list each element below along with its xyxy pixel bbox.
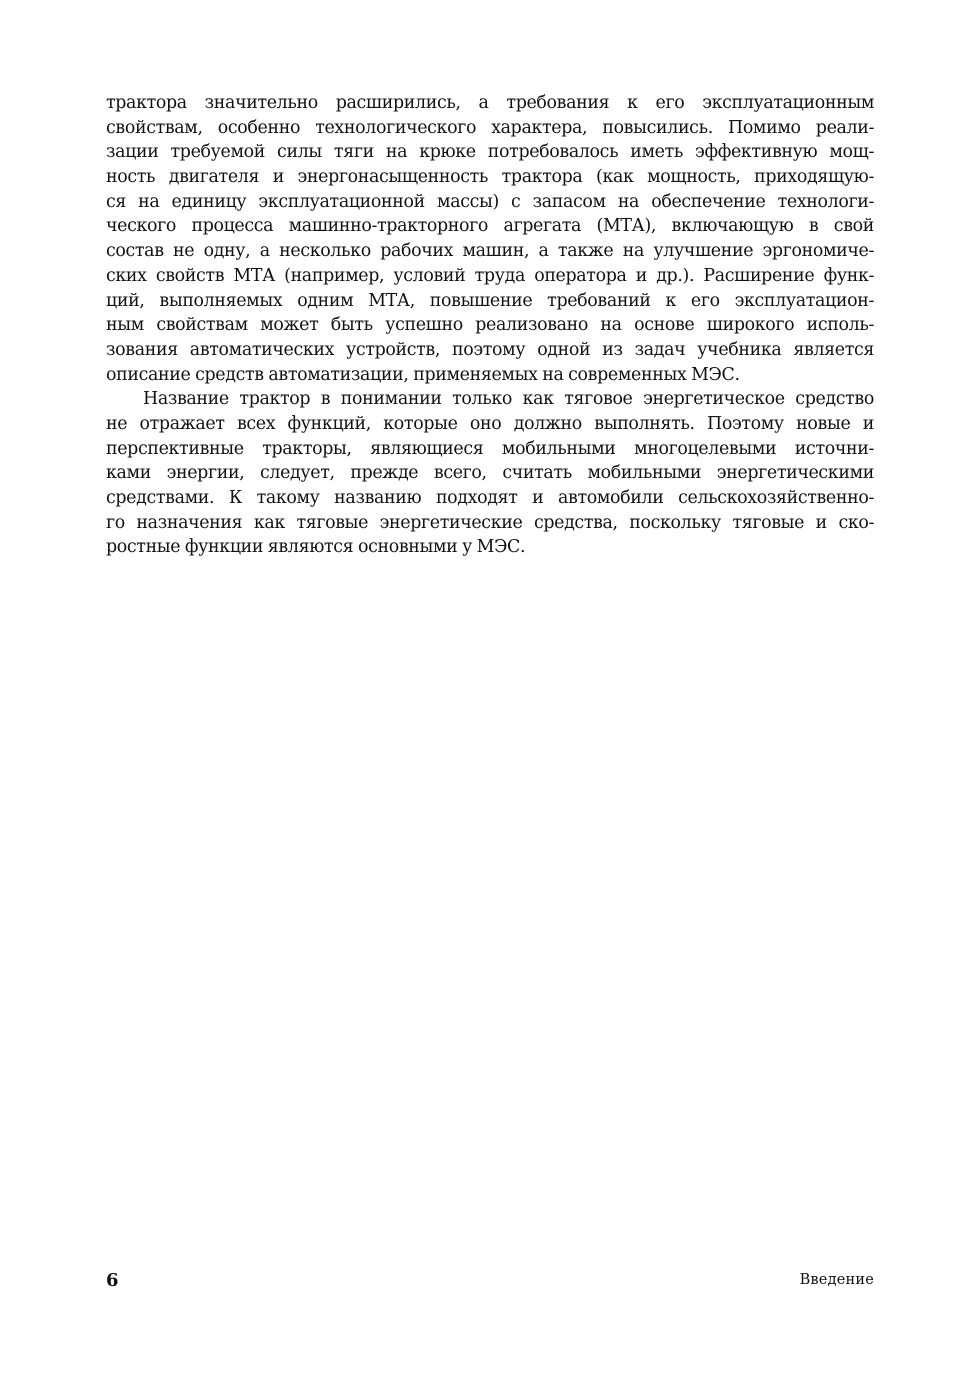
paragraph-line: зования автоматических устройств, поэтому одной из задач учебника является (106, 339, 874, 360)
paragraph-line: ческого процесса машинно-тракторного агрегата (МТА), включающую в свой (106, 216, 874, 237)
paragraph-line: свойствам, особенно технологического характера, повысились. Помимо реали- (106, 117, 874, 138)
paragraph-2 (106, 387, 874, 560)
paragraph-line: ным свойствам может быть успешно реализовано на основе широкого исполь- (106, 315, 874, 336)
page-body (106, 91, 874, 560)
paragraph-line: ся на единицу эксплуатационной массы) с запасом на обеспечение технологи- (106, 191, 874, 212)
paragraph-line: ками энергии, следует, прежде всего, считать мобильными энергетическими (106, 463, 874, 484)
paragraph-line: состав не одну, а несколько рабочих машин, а также на улучшение эргономиче- (106, 241, 874, 262)
paragraph-line: ских свойств МТА (например, условий труда оператора и др.). Расширение функ- (106, 265, 874, 286)
paragraph-line: не отражает всех функций, которые оно должно выполнять. Поэтому новые и (106, 413, 874, 434)
paragraph-line: ность двигателя и энергонасыщенность трактора (как мощность, приходящую- (106, 167, 874, 188)
paragraph-line: перспективные тракторы, являющиеся мобильными многоцелевыми источни- (106, 438, 874, 459)
paragraph-line: зации требуемой силы тяги на крюке потребовалось иметь эффективную мощ- (106, 142, 874, 163)
paragraph-line: описание средств автоматизации, применяемых на современных МЭС. (106, 364, 740, 385)
paragraph-line: средствами. К такому названию подходят и автомобили сельскохозяйственно- (106, 488, 874, 508)
paragraph-line: ций, выполняемых одним МТА, повышение требований к его эксплуатацион- (106, 290, 874, 311)
paragraph-line: ростные функции являются основными у МЭС. (106, 537, 526, 558)
paragraph-1 (106, 91, 874, 387)
paragraph-line: Название трактор в понимании только как тяговое энергетическое средство (143, 389, 874, 410)
page-number: 6 (106, 1270, 119, 1291)
paragraph-line: го назначения как тяговые энергетические средства, поскольку тяговые и ско- (106, 512, 874, 533)
running-footer-section-title: Введение (799, 1272, 874, 1288)
paragraph-line: трактора значительно расширились, а требования к его эксплуатационным (106, 93, 874, 113)
